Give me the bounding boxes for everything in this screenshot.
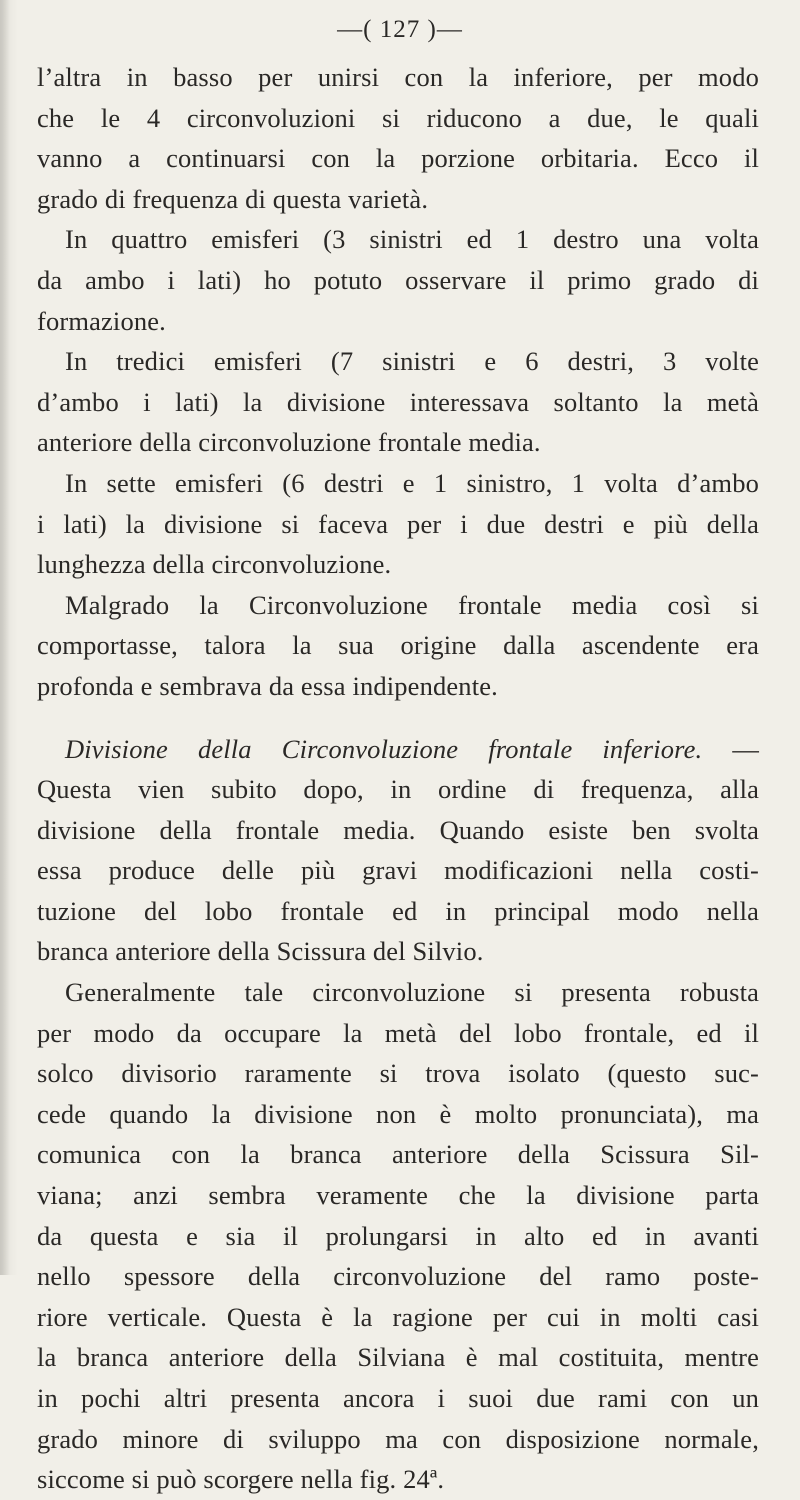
text-line: nello spessore della circonvoluzione del ramo poste-	[37, 1261, 759, 1292]
body-text	[37, 57, 759, 1500]
text-line: grado di frequenza di questa varietà.	[37, 183, 429, 214]
paragraph	[37, 341, 759, 463]
text-line: viana; anzi sembra veramente che la divisione parta	[37, 1180, 759, 1211]
heading-dash: —	[702, 733, 759, 764]
paragraph	[37, 972, 759, 1500]
text-line: tuzione del lobo frontale ed in principal modo nella	[37, 895, 759, 926]
text-line: per modo da occupare la metà del lobo frontale, ed il	[37, 1017, 759, 1048]
text-line: i lati) la divisione si faceva per i due destri e più della	[37, 508, 759, 539]
text-line: In quattro emisferi (3 sinistri ed 1 destro una volta	[65, 224, 759, 255]
text-line: branca anteriore della Scissura del Silvio.	[37, 936, 484, 967]
page-gutter-shadow	[0, 0, 10, 1275]
text-line: in pochi altri presenta ancora i suoi due rami con un	[37, 1383, 759, 1413]
text-line: grado minore di sviluppo ma con disposizione normale,	[37, 1423, 759, 1454]
text-line: riore verticale. Questa è la ragione per cui in molti casi	[37, 1301, 759, 1332]
text-line: da ambo i lati) ho potuto osservare il primo grado di	[37, 264, 759, 295]
text-line: d’ambo i lati) la divisione interessava soltanto la metà	[37, 386, 759, 417]
text-line: la branca anteriore della Silviana è mal costituita, mentre	[37, 1342, 759, 1373]
text-line: solco divisorio raramente si trova isolato (questo suc-	[37, 1058, 759, 1089]
text-line: Malgrado la Circonvoluzione frontale media così si	[65, 589, 759, 620]
text-line: formazione.	[37, 305, 166, 336]
text-line: che le 4 circonvoluzioni si riducono a due, le quali	[37, 102, 759, 133]
section-gap	[37, 707, 759, 729]
paragraph	[37, 585, 759, 707]
text-line: cede quando la divisione non è molto pronunciata), ma	[37, 1098, 759, 1129]
text-line: lunghezza della circonvoluzione.	[37, 549, 392, 580]
paragraph	[37, 57, 759, 219]
text-line: anteriore della circonvoluzione frontale media.	[37, 427, 541, 458]
section-heading: Divisione della Circonvoluzione frontale inferiore.	[65, 733, 703, 764]
paragraph	[37, 463, 759, 585]
section-heading-line	[37, 729, 759, 770]
text-line: Generalmente tale circonvoluzione si presenta robusta	[65, 977, 759, 1008]
text-line: In sette emisferi (6 destri e 1 sinistro, 1 volta d’ambo	[65, 467, 759, 498]
text-line: siccome si può scorgere nella fig. 24ª.	[37, 1464, 445, 1495]
text-line: vanno a continuarsi con la porzione orbitaria. Ecco il	[37, 143, 759, 174]
text-line: essa produce delle più gravi modificazioni nella costi-	[37, 855, 759, 886]
text-line: comunica con la branca anteriore della Scissura Sil-	[37, 1139, 759, 1170]
text-line: comportasse, talora la sua origine dalla ascendente era	[37, 630, 759, 661]
section	[37, 729, 759, 973]
text-line: Questa vien subito dopo, in ordine di frequenza, alla	[37, 774, 759, 805]
text-line: l’altra in basso per unirsi con la inferiore, per modo	[37, 62, 759, 92]
paragraph	[37, 219, 759, 341]
text-line: da questa e sia il prolungarsi in alto ed in avanti	[37, 1220, 759, 1251]
text-line: divisione della frontale media. Quando esiste ben svolta	[37, 814, 759, 845]
text-line: profonda e sembrava da essa indipendente.	[37, 670, 498, 701]
text-line: In tredici emisferi (7 sinistri e 6 destri, 3 volte	[65, 346, 759, 377]
page-number: —( 127 )—	[337, 16, 463, 43]
